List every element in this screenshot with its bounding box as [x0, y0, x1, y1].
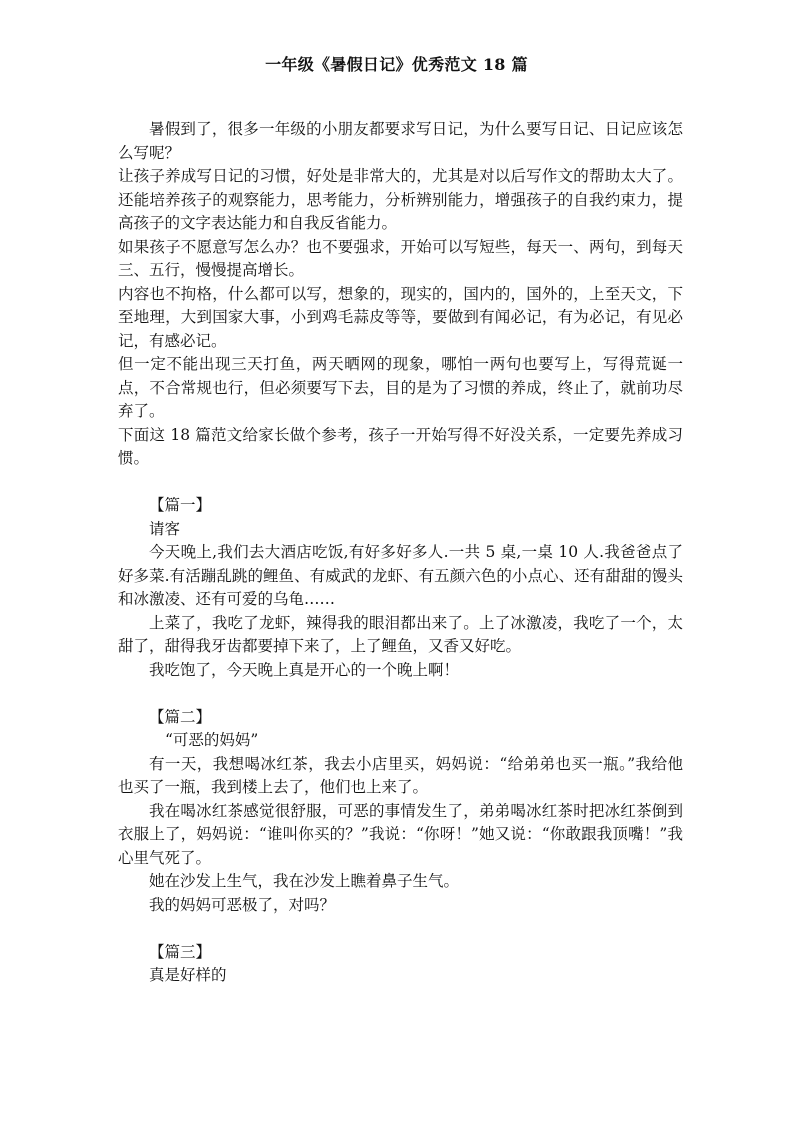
section-paragraph: 我的妈妈可恶极了，对吗？: [149, 895, 336, 914]
intro-paragraph: 但一定不能出现三天打鱼，两天晒网的现象，哪怕一两句也要写上，写得荒诞一点，不合常规也行，但必须要写下去，目的是为了习惯的养成，终止了，就前功尽弃了。: [118, 355, 683, 420]
document-title: 一年级《暑假日记》优秀范文 18 篇: [265, 55, 528, 74]
section-heading: 【篇二】: [149, 707, 212, 726]
spacer: [118, 917, 683, 941]
document-body: [118, 118, 683, 988]
intro-paragraph: 让孩子养成写日记的习惯，好处是非常大的，尤其是对以后写作文的帮助太大了。还能培养孩子的观察能力，思考能力，分析辨别能力，增强孩子的自我约束力，提高孩子的文字表达能力和自我反省能力。: [118, 167, 683, 232]
intro-paragraph: 下面这 18 篇范文给家长做个参考，孩子一开始写得不好没关系，一定要先养成习惯。: [118, 425, 683, 467]
section-paragraph: 我吃饱了，今天晚上真是开心的一个晚上啊！: [149, 660, 460, 679]
section-paragraph: 我在喝冰红茶感觉很舒服，可恶的事情发生了，弟弟喝冰红茶时把冰红茶倒到衣服上了，妈妈说：“谁叫你买的？”我说：“你呀！”她又说：“你敢跟我顶嘴！”我心里气死了。: [118, 801, 683, 867]
spacer: [118, 682, 683, 706]
intro-paragraph: 暑假到了，很多一年级的小朋友都要求写日记，为什么要写日记、日记应该怎么写呢？: [118, 120, 683, 162]
section-subtitle: 请客: [149, 519, 181, 538]
intro-paragraph: 如果孩子不愿意写怎么办？也不要强求，开始可以写短些，每天一、两句，到每天三、五行，慢慢提高增长。: [118, 237, 683, 279]
section-subtitle: 真是好样的: [149, 966, 227, 984]
section-paragraph: 她在沙发上生气，我在沙发上瞧着鼻子生气。: [149, 872, 460, 890]
section-paragraph: 今天晚上,我们去大酒店吃饭,有好多好多人.一共 5 桌,一桌 10 人.我爸爸点了好多菜.有活蹦乱跳的鲤鱼、有威武的龙虾、有五颜六色的小点心、还有甜甜的馒头和冰激凌、还有可爱的乌龟……: [118, 543, 683, 608]
section-heading: 【篇三】: [149, 942, 212, 961]
section-subtitle: “可恶的妈妈”: [165, 731, 259, 749]
section-heading: 【篇一】: [149, 496, 212, 514]
intro-paragraph: 内容也不拘格，什么都可以写，想象的，现实的，国内的，国外的，上至天文，下至地理，大到国家大事，小到鸡毛蒜皮等等，要做到有闻必记，有为必记，有见必记，有感必记。: [118, 284, 683, 350]
section-paragraph: 有一天，我想喝冰红茶，我去小店里买，妈妈说：“给弟弟也买一瓶。”我给他也买了一瓶，我到楼上去了，他们也上来了。: [118, 754, 683, 796]
section-paragraph: 上菜了，我吃了龙虾，辣得我的眼泪都出来了。上了冰激凌，我吃了一个，太甜了，甜得我牙齿都要掉下来了，上了鲤鱼，又香又好吃。: [118, 613, 683, 655]
spacer: [118, 471, 683, 495]
